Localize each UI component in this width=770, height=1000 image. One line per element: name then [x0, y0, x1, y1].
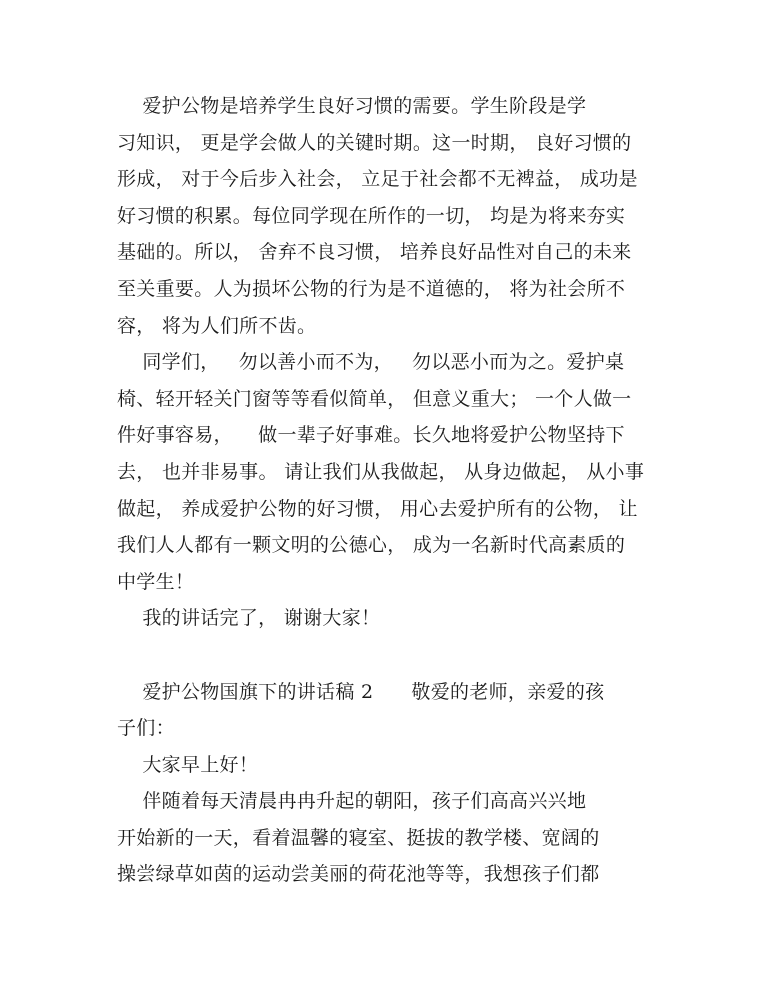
text-line: 我们人人都有一颗文明的公德心， 成为一名新时代高素质的 — [117, 534, 626, 557]
paragraph-gap — [117, 637, 662, 674]
text-line: 子们： — [117, 717, 175, 740]
text-line: 椅、轻开轻关门窗等等看似简单， 但意义重大； 一个人做一 — [117, 387, 632, 410]
text-line: 大家早上好！ — [117, 753, 259, 776]
text-line: 件好事容易， 做一辈子好事难。长久地将爱护公物坚持下 — [117, 424, 625, 447]
text-line: 做起， 养成爱护公物的好习惯， 用心去爱护所有的公物， 让 — [117, 497, 638, 520]
text-line: 至关重要。人为损坏公物的行为是不道德的， 将为社会所不 — [117, 277, 626, 300]
text-line: 开始新的一天，看着温馨的寝室、挺拔的教学楼、宽阔的 — [117, 826, 600, 849]
text-line: 习知识， 更是学会做人的关键时期。这一时期， 良好习惯的 — [117, 131, 632, 154]
text-line: 形成， 对于今后步入社会， 立足于社会都不无裨益， 成功是 — [117, 168, 638, 191]
text-line: 伴随着每天清晨冉冉升起的朝阳，孩子们高高兴兴地 — [117, 790, 587, 813]
text-line: 操尝绿草如茵的运动尝美丽的荷花池等等，我想孩子们都 — [117, 863, 600, 886]
section-heading-line: 爱护公物国旗下的讲话稿 2 敬爱的老师，亲爱的孩 — [117, 680, 605, 703]
text-line: 基础的。所以， 舍弃不良习惯， 培养良好品性对自己的未来 — [117, 241, 632, 264]
text-line: 中学生！ — [117, 570, 195, 593]
text-line: 容， 将为人们所不齿。 — [117, 314, 317, 337]
text-line: 好习惯的积累。每位同学现在所作的一切， 均是为将来夯实 — [117, 204, 626, 227]
text-line: 爱护公物是培养学生良好习惯的需要。学生阶段是学 — [117, 95, 587, 117]
text-line: 我的讲话完了， 谢谢大家！ — [117, 607, 381, 630]
text-line: 去， 也并非易事。 请让我们从我做起， 从身边做起， 从小事 — [117, 460, 645, 483]
text-line: 同学们， 勿以善小而不为， 勿以恶小而为之。爱护桌 — [117, 351, 625, 374]
document-body — [117, 88, 662, 893]
